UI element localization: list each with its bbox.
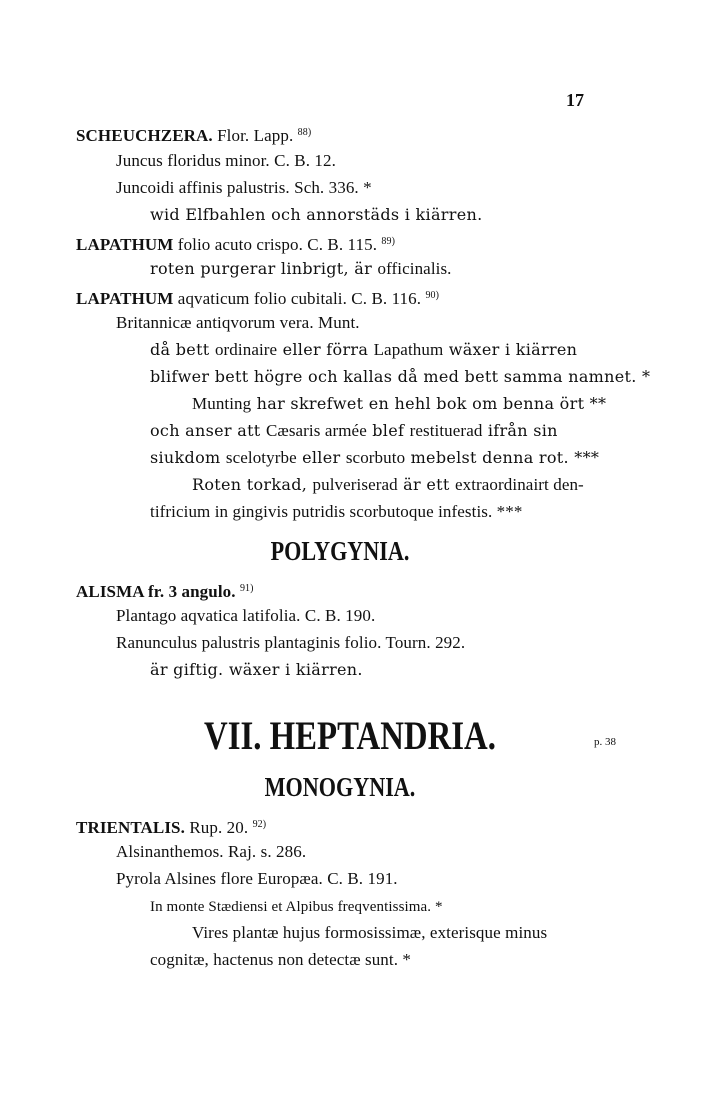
description-line bbox=[150, 501, 523, 523]
synonym-line bbox=[116, 605, 375, 627]
synonym-line bbox=[116, 632, 465, 654]
text-segment: Flor. Lapp. bbox=[212, 126, 298, 145]
text-segment: Ranunculus palustris plantaginis folio. Tourn. 292. bbox=[116, 633, 466, 652]
text-segment: officinalis. bbox=[377, 259, 452, 278]
text-segment: har skrefwet en hehl bok om benna ört ** bbox=[251, 394, 607, 413]
text-segment: Britannicæ antiqvorum vera. Munt. bbox=[116, 313, 360, 332]
use-note bbox=[150, 258, 452, 280]
footnote-ref: 91) bbox=[239, 583, 254, 594]
text-segment: LAPATHUM bbox=[76, 289, 174, 308]
text-segment: cognitæ, hactenus non detectæ sunt. * bbox=[150, 950, 412, 969]
text-segment: folio acuto crispo. C. B. 115. bbox=[173, 235, 382, 254]
page-number: 17 bbox=[566, 90, 584, 110]
synonym-line bbox=[116, 312, 360, 334]
footnote-ref: 92) bbox=[252, 819, 267, 830]
section-heptandria: VII. HEPTANDRIA. bbox=[204, 713, 496, 758]
text-segment: Juncoidi affinis palustris. Sch. 336. * bbox=[116, 178, 372, 197]
synonym-line bbox=[116, 868, 398, 890]
text-segment: blef bbox=[366, 421, 410, 440]
text-segment: Pyrola Alsines flore Europæa. C. B. 191. bbox=[116, 869, 398, 888]
text-segment: ALISMA bbox=[76, 582, 144, 601]
synonym-line bbox=[116, 841, 306, 863]
text-segment: aqvaticum folio cubitali. C. B. 116. bbox=[173, 289, 426, 308]
synonym-line bbox=[116, 150, 336, 172]
text-segment: wid Elfbahlen och annorstäds i kiärren. bbox=[150, 205, 483, 224]
entry-scheuchzera bbox=[76, 122, 311, 147]
footnote-ref: 88) bbox=[297, 127, 312, 138]
text-segment: SCHEUCHZERA. bbox=[76, 126, 213, 145]
description-line bbox=[150, 949, 411, 971]
entry-trientalis bbox=[76, 814, 266, 839]
text-segment: mebelst denna rot. *** bbox=[405, 448, 600, 467]
text-segment: blifwer bett högre och kallas då med bett samma namnet. * bbox=[150, 367, 651, 386]
text-segment: extraordinairt den- bbox=[454, 475, 584, 494]
text-segment: Roten torkad, bbox=[192, 475, 313, 494]
text-segment: fr. 3 angulo. bbox=[143, 582, 240, 601]
text-segment: Cæsaris armée bbox=[265, 421, 367, 440]
text-segment: och anser att bbox=[150, 421, 266, 440]
description-line bbox=[192, 922, 547, 944]
entry-lapathum-crispo bbox=[76, 231, 395, 256]
text-segment: Lapathum bbox=[373, 340, 444, 359]
synonym-line bbox=[116, 177, 372, 199]
description-line bbox=[150, 447, 599, 469]
section-monogynia: MONOGYNIA. bbox=[264, 772, 416, 802]
text-segment: tifricium in gingivis putridis scorbutoque infestis. *** bbox=[150, 502, 523, 521]
text-segment: siukdom bbox=[150, 448, 226, 467]
text-segment: ifrån sin bbox=[482, 421, 558, 440]
description-line bbox=[150, 366, 650, 388]
text-segment: TRIENTALIS. bbox=[76, 818, 185, 837]
text-segment: wäxer i kiärren bbox=[443, 340, 578, 359]
text-segment: eller förra bbox=[277, 340, 374, 359]
text-segment: pulveriserad bbox=[312, 475, 398, 494]
entry-lapathum-aqvaticum bbox=[76, 285, 439, 310]
text-segment: roten purgerar linbrigt, är bbox=[150, 259, 378, 278]
description-line bbox=[150, 420, 558, 442]
text-segment: Munting bbox=[192, 394, 252, 413]
entry-alisma bbox=[76, 578, 254, 603]
text-segment: Rup. 20. bbox=[184, 818, 253, 837]
text-segment: Plantago aqvatica latifolia. C. B. 190. bbox=[116, 606, 376, 625]
text-segment: är ett bbox=[397, 475, 455, 494]
description-line bbox=[192, 474, 584, 496]
text-segment: scorbuto bbox=[345, 448, 406, 467]
text-segment: Vires plantæ hujus formosissimæ, exterisque minus bbox=[192, 923, 548, 942]
habitat-note bbox=[150, 659, 363, 681]
section-polygynia: POLYGYNIA. bbox=[270, 536, 410, 566]
text-segment: Juncus floridus minor. C. B. 12. bbox=[116, 151, 336, 170]
text-segment: eller bbox=[296, 448, 346, 467]
habitat-note bbox=[150, 895, 443, 918]
habitat-note bbox=[150, 204, 482, 226]
text-segment: då bett bbox=[150, 340, 215, 359]
footnote-ref: 89) bbox=[381, 236, 396, 247]
description-line bbox=[150, 339, 577, 361]
text-segment: scelotyrbe bbox=[225, 448, 297, 467]
margin-page-ref: p. 38 bbox=[594, 736, 616, 748]
text-segment: är giftig. wäxer i kiärren. bbox=[150, 660, 363, 679]
description-line bbox=[192, 393, 606, 415]
text-segment: LAPATHUM bbox=[76, 235, 174, 254]
text-segment: restituerad bbox=[409, 421, 483, 440]
text-segment: ordinaire bbox=[214, 340, 278, 359]
text-segment: Alsinanthemos. Raj. s. 286. bbox=[116, 842, 307, 861]
text-segment: In monte Stædiensi et Alpibus freqventissima. * bbox=[150, 899, 443, 915]
footnote-ref: 90) bbox=[425, 290, 440, 301]
